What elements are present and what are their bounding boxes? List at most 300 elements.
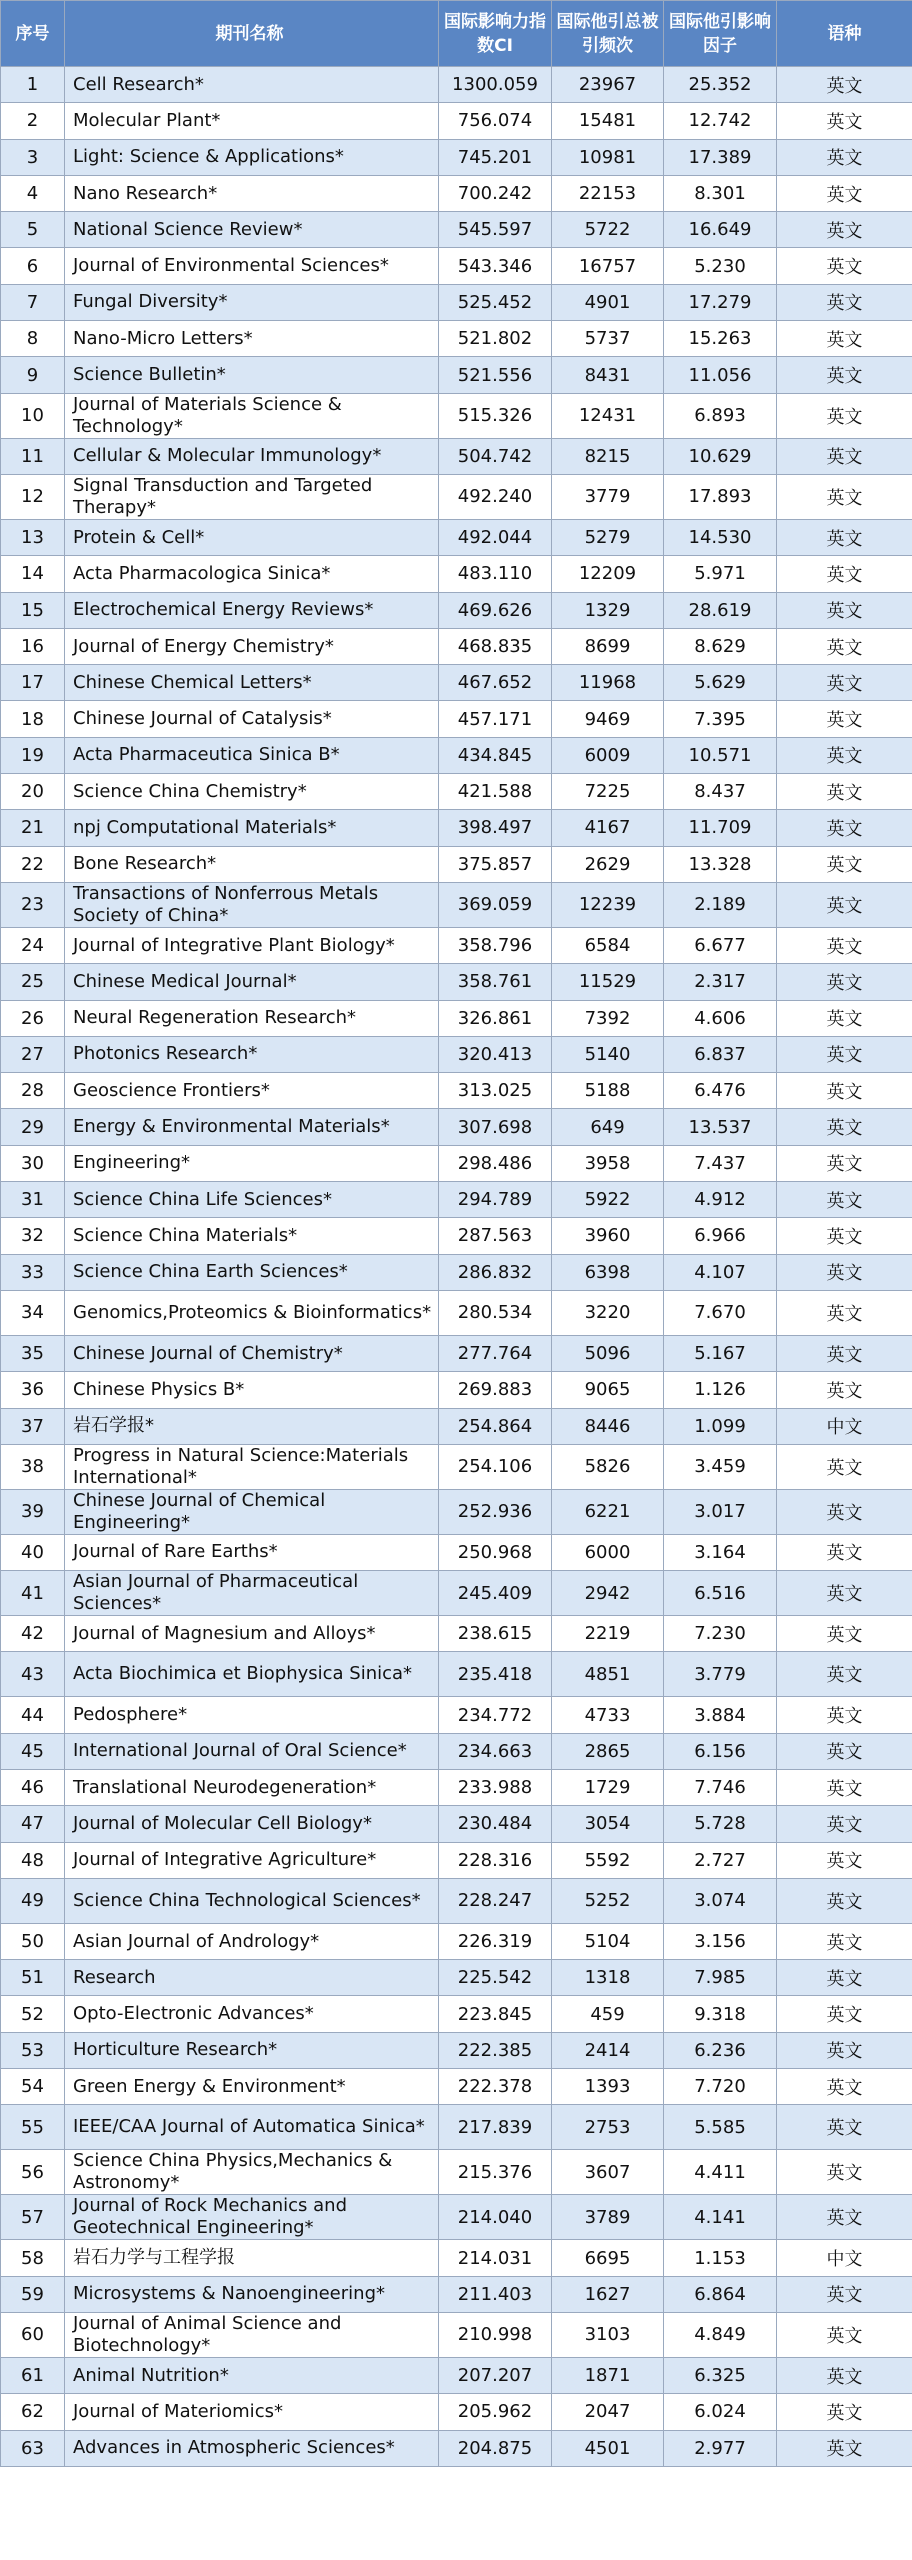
ci-value: 287.563 — [439, 1218, 552, 1254]
language: 英文 — [777, 1571, 912, 1616]
row-index: 57 — [1, 2195, 65, 2240]
language: 英文 — [777, 2357, 912, 2393]
table-row — [1, 175, 912, 211]
journal-name: Electrochemical Energy Reviews* — [65, 592, 439, 628]
journal-name: Chinese Journal of Chemistry* — [65, 1335, 439, 1371]
ci-value: 545.597 — [439, 212, 552, 248]
language: 英文 — [777, 1733, 912, 1769]
citation-count: 6221 — [552, 1489, 664, 1534]
table-row — [1, 1571, 912, 1616]
language: 英文 — [777, 438, 912, 474]
ci-value: 320.413 — [439, 1036, 552, 1072]
citation-count: 8446 — [552, 1408, 664, 1444]
journal-name: Microsystems & Nanoengineering* — [65, 2276, 439, 2312]
table-header — [1, 1, 912, 67]
language: 英文 — [777, 519, 912, 555]
ci-value: 204.875 — [439, 2430, 552, 2466]
citation-count: 8215 — [552, 438, 664, 474]
impact-factor: 2.977 — [664, 2430, 777, 2466]
language: 英文 — [777, 1182, 912, 1218]
ci-value: 469.626 — [439, 592, 552, 628]
impact-factor: 4.849 — [664, 2312, 777, 2357]
language: 中文 — [777, 2240, 912, 2276]
impact-factor: 5.728 — [664, 1806, 777, 1842]
row-index: 10 — [1, 393, 65, 438]
journal-name: Journal of Integrative Plant Biology* — [65, 927, 439, 963]
table-row — [1, 474, 912, 519]
impact-factor: 4.606 — [664, 1000, 777, 1036]
table-row — [1, 1878, 912, 1923]
language: 英文 — [777, 1923, 912, 1959]
journal-name: Journal of Integrative Agriculture* — [65, 1842, 439, 1878]
journal-name: 岩石学报* — [65, 1408, 439, 1444]
citation-count: 7392 — [552, 1000, 664, 1036]
row-index: 62 — [1, 2394, 65, 2430]
table-row — [1, 1372, 912, 1408]
journal-name: Translational Neurodegeneration* — [65, 1769, 439, 1805]
journal-name: Opto-Electronic Advances* — [65, 1996, 439, 2032]
table-row — [1, 1733, 912, 1769]
table-row — [1, 774, 912, 810]
language: 英文 — [777, 1489, 912, 1534]
table-row — [1, 2195, 912, 2240]
table-row — [1, 2150, 912, 2195]
citation-count: 3960 — [552, 1218, 664, 1254]
impact-factor: 12.742 — [664, 103, 777, 139]
row-index: 18 — [1, 701, 65, 737]
table-row — [1, 1996, 912, 2032]
journal-name: Geoscience Frontiers* — [65, 1073, 439, 1109]
language: 英文 — [777, 1806, 912, 1842]
impact-factor: 1.153 — [664, 2240, 777, 2276]
citation-count: 5140 — [552, 1036, 664, 1072]
impact-factor: 17.279 — [664, 284, 777, 320]
table-body — [1, 67, 912, 2467]
impact-factor: 1.126 — [664, 1372, 777, 1408]
row-index: 52 — [1, 1996, 65, 2032]
journal-name: npj Computational Materials* — [65, 810, 439, 846]
language: 英文 — [777, 1145, 912, 1181]
row-index: 48 — [1, 1842, 65, 1878]
ci-value: 225.542 — [439, 1960, 552, 1996]
citation-count: 2414 — [552, 2032, 664, 2068]
impact-factor: 7.670 — [664, 1290, 777, 1335]
table-row — [1, 248, 912, 284]
citation-count: 2047 — [552, 2394, 664, 2430]
row-index: 1 — [1, 67, 65, 103]
journal-name: Advances in Atmospheric Sciences* — [65, 2430, 439, 2466]
journal-name: 岩石力学与工程学报 — [65, 2240, 439, 2276]
ci-value: 205.962 — [439, 2394, 552, 2430]
row-index: 56 — [1, 2150, 65, 2195]
citation-count: 9065 — [552, 1372, 664, 1408]
row-index: 31 — [1, 1182, 65, 1218]
ci-value: 222.378 — [439, 2069, 552, 2105]
citation-count: 7225 — [552, 774, 664, 810]
row-index: 20 — [1, 774, 65, 810]
impact-factor: 28.619 — [664, 592, 777, 628]
impact-factor: 3.164 — [664, 1534, 777, 1570]
citation-count: 1318 — [552, 1960, 664, 1996]
table-row — [1, 1923, 912, 1959]
row-index: 2 — [1, 103, 65, 139]
citation-count: 6584 — [552, 927, 664, 963]
language: 英文 — [777, 2312, 912, 2357]
journal-name: International Journal of Oral Science* — [65, 1733, 439, 1769]
citation-count: 5188 — [552, 1073, 664, 1109]
citation-count: 3958 — [552, 1145, 664, 1181]
row-index: 19 — [1, 737, 65, 773]
row-index: 43 — [1, 1652, 65, 1697]
language: 英文 — [777, 1290, 912, 1335]
citation-count: 1871 — [552, 2357, 664, 2393]
table-row — [1, 810, 912, 846]
language: 英文 — [777, 1534, 912, 1570]
impact-factor: 15.263 — [664, 321, 777, 357]
ci-value: 457.171 — [439, 701, 552, 737]
language: 英文 — [777, 927, 912, 963]
language: 英文 — [777, 701, 912, 737]
row-index: 8 — [1, 321, 65, 357]
ci-value: 358.796 — [439, 927, 552, 963]
ci-value: 434.845 — [439, 737, 552, 773]
journal-name: Chinese Journal of Chemical Engineering* — [65, 1489, 439, 1534]
ci-value: 286.832 — [439, 1254, 552, 1290]
journal-name: Fungal Diversity* — [65, 284, 439, 320]
language: 英文 — [777, 1444, 912, 1489]
ci-value: 254.106 — [439, 1444, 552, 1489]
impact-factor: 6.893 — [664, 393, 777, 438]
header-index: 序号 — [1, 1, 65, 67]
ci-value: 298.486 — [439, 1145, 552, 1181]
ci-value: 217.839 — [439, 2105, 552, 2150]
citation-count: 1729 — [552, 1769, 664, 1805]
citation-count: 1329 — [552, 592, 664, 628]
citation-count: 8431 — [552, 357, 664, 393]
language: 英文 — [777, 103, 912, 139]
row-index: 22 — [1, 846, 65, 882]
row-index: 16 — [1, 628, 65, 664]
row-index: 50 — [1, 1923, 65, 1959]
citation-count: 5722 — [552, 212, 664, 248]
table-row — [1, 2069, 912, 2105]
citation-count: 4167 — [552, 810, 664, 846]
journal-name: Chinese Chemical Letters* — [65, 665, 439, 701]
impact-factor: 3.074 — [664, 1878, 777, 1923]
impact-factor: 10.571 — [664, 737, 777, 773]
language: 英文 — [777, 1652, 912, 1697]
table-row — [1, 1218, 912, 1254]
ci-value: 467.652 — [439, 665, 552, 701]
language: 英文 — [777, 357, 912, 393]
ci-value: 254.864 — [439, 1408, 552, 1444]
language: 英文 — [777, 1218, 912, 1254]
ci-value: 214.040 — [439, 2195, 552, 2240]
citation-count: 11529 — [552, 964, 664, 1000]
ci-value: 228.316 — [439, 1842, 552, 1878]
journal-name: Engineering* — [65, 1145, 439, 1181]
table-row — [1, 964, 912, 1000]
row-index: 7 — [1, 284, 65, 320]
table-row — [1, 139, 912, 175]
ci-value: 214.031 — [439, 2240, 552, 2276]
journal-name: Pedosphere* — [65, 1697, 439, 1733]
row-index: 29 — [1, 1109, 65, 1145]
journal-name: Journal of Environmental Sciences* — [65, 248, 439, 284]
table-row — [1, 556, 912, 592]
citation-count: 9469 — [552, 701, 664, 737]
ci-value: 521.556 — [439, 357, 552, 393]
row-index: 15 — [1, 592, 65, 628]
row-index: 30 — [1, 1145, 65, 1181]
citation-count: 6009 — [552, 737, 664, 773]
table-row — [1, 1806, 912, 1842]
row-index: 53 — [1, 2032, 65, 2068]
table-row — [1, 2312, 912, 2357]
ci-value: 245.409 — [439, 1571, 552, 1616]
row-index: 21 — [1, 810, 65, 846]
language: 英文 — [777, 592, 912, 628]
ci-value: 521.802 — [439, 321, 552, 357]
row-index: 36 — [1, 1372, 65, 1408]
citation-count: 12209 — [552, 556, 664, 592]
row-index: 32 — [1, 1218, 65, 1254]
journal-name: Acta Pharmacologica Sinica* — [65, 556, 439, 592]
journal-name: Horticulture Research* — [65, 2032, 439, 2068]
row-index: 33 — [1, 1254, 65, 1290]
header-row — [1, 1, 912, 67]
citation-count: 3607 — [552, 2150, 664, 2195]
table-row — [1, 2032, 912, 2068]
impact-factor: 11.056 — [664, 357, 777, 393]
row-index: 17 — [1, 665, 65, 701]
journal-name: Photonics Research* — [65, 1036, 439, 1072]
row-index: 11 — [1, 438, 65, 474]
row-index: 3 — [1, 139, 65, 175]
ci-value: 215.376 — [439, 2150, 552, 2195]
impact-factor: 17.893 — [664, 474, 777, 519]
citation-count: 5252 — [552, 1878, 664, 1923]
citation-count: 5104 — [552, 1923, 664, 1959]
row-index: 40 — [1, 1534, 65, 1570]
impact-factor: 8.629 — [664, 628, 777, 664]
ci-value: 375.857 — [439, 846, 552, 882]
language: 英文 — [777, 1335, 912, 1371]
ci-value: 492.240 — [439, 474, 552, 519]
language: 英文 — [777, 393, 912, 438]
impact-factor: 6.476 — [664, 1073, 777, 1109]
impact-factor: 3.779 — [664, 1652, 777, 1697]
journal-name: Journal of Animal Science and Biotechnology* — [65, 2312, 439, 2357]
citation-count: 23967 — [552, 67, 664, 103]
ci-value: 234.772 — [439, 1697, 552, 1733]
ci-value: 280.534 — [439, 1290, 552, 1335]
language: 英文 — [777, 774, 912, 810]
journal-name: Progress in Natural Science:Materials International* — [65, 1444, 439, 1489]
impact-factor: 3.459 — [664, 1444, 777, 1489]
impact-factor: 6.156 — [664, 1733, 777, 1769]
row-index: 63 — [1, 2430, 65, 2466]
table-row — [1, 1145, 912, 1181]
table-row — [1, 1408, 912, 1444]
journal-name: Nano-Micro Letters* — [65, 321, 439, 357]
journal-name: Chinese Physics B* — [65, 1372, 439, 1408]
language: 英文 — [777, 474, 912, 519]
impact-factor: 7.985 — [664, 1960, 777, 1996]
language: 英文 — [777, 2069, 912, 2105]
impact-factor: 6.325 — [664, 2357, 777, 2393]
table-row — [1, 737, 912, 773]
table-row — [1, 1444, 912, 1489]
row-index: 44 — [1, 1697, 65, 1733]
language: 英文 — [777, 810, 912, 846]
table-row — [1, 927, 912, 963]
table-row — [1, 1182, 912, 1218]
journal-name: Science Bulletin* — [65, 357, 439, 393]
table-row — [1, 1652, 912, 1697]
journal-name: Chinese Medical Journal* — [65, 964, 439, 1000]
language: 英文 — [777, 248, 912, 284]
ci-value: 211.403 — [439, 2276, 552, 2312]
language: 英文 — [777, 964, 912, 1000]
ci-value: 226.319 — [439, 1923, 552, 1959]
row-index: 45 — [1, 1733, 65, 1769]
impact-factor: 4.107 — [664, 1254, 777, 1290]
journal-name: Asian Journal of Andrology* — [65, 1923, 439, 1959]
journal-name: Chinese Journal of Catalysis* — [65, 701, 439, 737]
table-row — [1, 1335, 912, 1371]
impact-factor: 17.389 — [664, 139, 777, 175]
ci-value: 210.998 — [439, 2312, 552, 2357]
ci-value: 269.883 — [439, 1372, 552, 1408]
table-row — [1, 1534, 912, 1570]
journal-name: Energy & Environmental Materials* — [65, 1109, 439, 1145]
language: 英文 — [777, 1036, 912, 1072]
citation-count: 12239 — [552, 882, 664, 927]
language: 英文 — [777, 846, 912, 882]
ci-value: 525.452 — [439, 284, 552, 320]
journal-name: Signal Transduction and Targeted Therapy* — [65, 474, 439, 519]
citation-count: 5096 — [552, 1335, 664, 1371]
table-row — [1, 1000, 912, 1036]
row-index: 12 — [1, 474, 65, 519]
table-row — [1, 1960, 912, 1996]
journal-name: Green Energy & Environment* — [65, 2069, 439, 2105]
ci-value: 543.346 — [439, 248, 552, 284]
impact-factor: 7.230 — [664, 1616, 777, 1652]
row-index: 14 — [1, 556, 65, 592]
ci-value: 421.588 — [439, 774, 552, 810]
table-row — [1, 2276, 912, 2312]
row-index: 9 — [1, 357, 65, 393]
citation-count: 4733 — [552, 1697, 664, 1733]
table-row — [1, 2105, 912, 2150]
journal-name: Journal of Energy Chemistry* — [65, 628, 439, 664]
ci-value: 483.110 — [439, 556, 552, 592]
header-journal-name: 期刊名称 — [65, 1, 439, 67]
row-index: 25 — [1, 964, 65, 1000]
language: 英文 — [777, 284, 912, 320]
impact-factor: 11.709 — [664, 810, 777, 846]
table-row — [1, 1489, 912, 1534]
header-citations: 国际他引总被引频次 — [552, 1, 664, 67]
citation-count: 2629 — [552, 846, 664, 882]
row-index: 47 — [1, 1806, 65, 1842]
row-index: 41 — [1, 1571, 65, 1616]
impact-factor: 7.720 — [664, 2069, 777, 2105]
impact-factor: 6.677 — [664, 927, 777, 963]
table-row — [1, 1290, 912, 1335]
journal-name: National Science Review* — [65, 212, 439, 248]
impact-factor: 1.099 — [664, 1408, 777, 1444]
language: 英文 — [777, 321, 912, 357]
table-row — [1, 592, 912, 628]
impact-factor: 13.328 — [664, 846, 777, 882]
impact-factor: 7.746 — [664, 1769, 777, 1805]
table-row — [1, 519, 912, 555]
journal-name: Neural Regeneration Research* — [65, 1000, 439, 1036]
row-index: 13 — [1, 519, 65, 555]
table-row — [1, 321, 912, 357]
row-index: 34 — [1, 1290, 65, 1335]
row-index: 26 — [1, 1000, 65, 1036]
table-row — [1, 1697, 912, 1733]
table-row — [1, 1109, 912, 1145]
citation-count: 4901 — [552, 284, 664, 320]
row-index: 51 — [1, 1960, 65, 1996]
impact-factor: 5.629 — [664, 665, 777, 701]
ci-value: 1300.059 — [439, 67, 552, 103]
language: 英文 — [777, 2276, 912, 2312]
ci-value: 313.025 — [439, 1073, 552, 1109]
impact-factor: 6.837 — [664, 1036, 777, 1072]
journal-name: Animal Nutrition* — [65, 2357, 439, 2393]
language: 英文 — [777, 139, 912, 175]
journal-name: Cellular & Molecular Immunology* — [65, 438, 439, 474]
ci-value: 326.861 — [439, 1000, 552, 1036]
journal-name: Science China Life Sciences* — [65, 1182, 439, 1218]
citation-count: 10981 — [552, 139, 664, 175]
table-row — [1, 357, 912, 393]
row-index: 5 — [1, 212, 65, 248]
table-row — [1, 2357, 912, 2393]
journal-name: Journal of Molecular Cell Biology* — [65, 1806, 439, 1842]
row-index: 4 — [1, 175, 65, 211]
citation-count: 2753 — [552, 2105, 664, 2150]
citation-count: 12431 — [552, 393, 664, 438]
header-language: 语种 — [777, 1, 912, 67]
journal-name: Transactions of Nonferrous Metals Society of China* — [65, 882, 439, 927]
citation-count: 5922 — [552, 1182, 664, 1218]
language: 英文 — [777, 2394, 912, 2430]
language: 英文 — [777, 882, 912, 927]
citation-count: 5592 — [552, 1842, 664, 1878]
impact-factor: 2.317 — [664, 964, 777, 1000]
ci-value: 358.761 — [439, 964, 552, 1000]
journal-name: Science China Materials* — [65, 1218, 439, 1254]
citation-count: 649 — [552, 1109, 664, 1145]
impact-factor: 9.318 — [664, 1996, 777, 2032]
impact-factor: 3.884 — [664, 1697, 777, 1733]
table-row — [1, 701, 912, 737]
citation-count: 6695 — [552, 2240, 664, 2276]
row-index: 27 — [1, 1036, 65, 1072]
language: 英文 — [777, 1769, 912, 1805]
ci-value: 223.845 — [439, 1996, 552, 2032]
journal-name: Molecular Plant* — [65, 103, 439, 139]
ci-value: 398.497 — [439, 810, 552, 846]
language: 英文 — [777, 1000, 912, 1036]
